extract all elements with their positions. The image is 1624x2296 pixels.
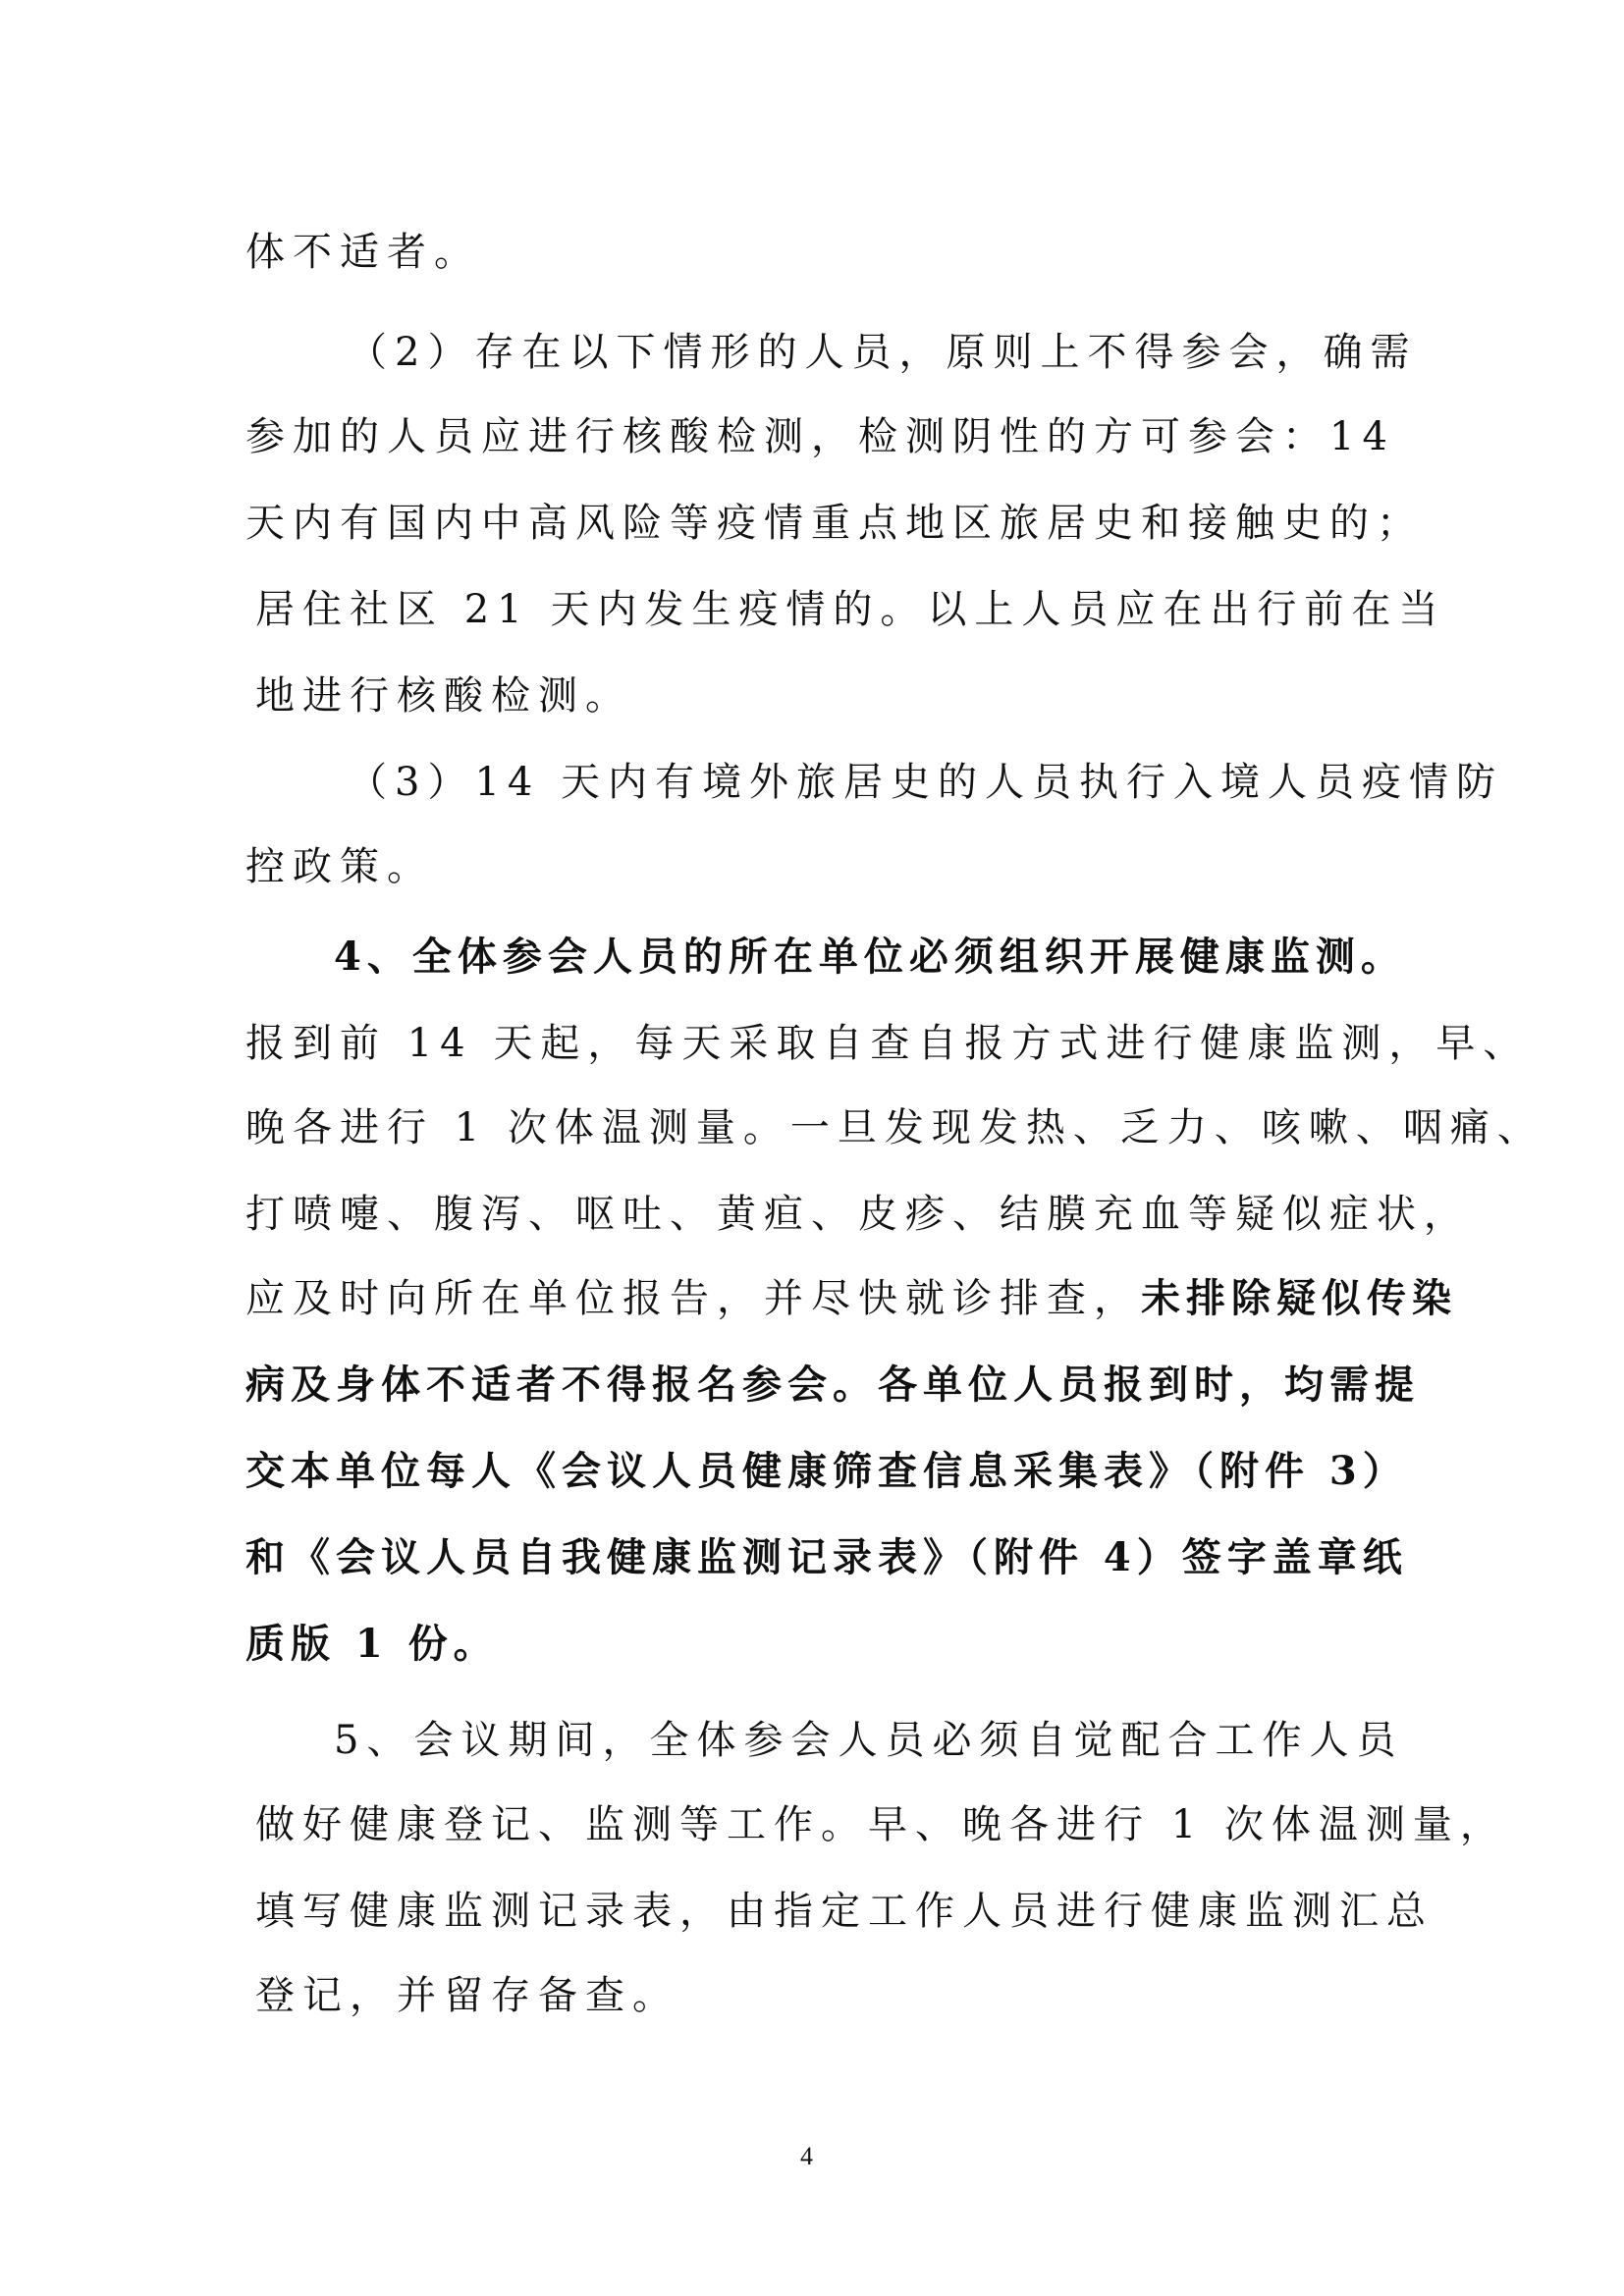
text-line: 做好健康登记、监测等工作。早、晚各进行 1 次体温测量， bbox=[255, 1802, 1507, 1847]
text-line: 5、会议期间，全体参会人员必须自觉配合工作人员 bbox=[334, 1718, 1404, 1763]
section-heading: 4、全体参会人员的所在单位必须组织开展健康监测。 bbox=[334, 934, 1406, 980]
text-line-bold: 交本单位每人《会议人员健康筛查信息采集表》（附件 3） bbox=[245, 1448, 1408, 1494]
text-line: 体不适者。 bbox=[245, 230, 481, 275]
text-line-bold: 病及身体不适者不得报名参会。各单位人员报到时，均需提 bbox=[245, 1362, 1420, 1408]
text-line: （2）存在以下情形的人员，原则上不得参会，确需 bbox=[348, 330, 1418, 375]
text-line: 打喷嚏、腹泻、呕吐、黄疸、皮疹、结膜充血等疑似症状， bbox=[245, 1192, 1471, 1237]
text-line: 登记，并留存备查。 bbox=[255, 1973, 679, 2018]
text-line-bold: 未排除疑似传染 bbox=[1141, 1275, 1457, 1321]
text-line-regular: 应及时向所在单位报告，并尽快就诊排查， bbox=[245, 1276, 1141, 1321]
text-line: 地进行核酸检测。 bbox=[255, 673, 632, 719]
page-number: 4 bbox=[800, 2142, 813, 2170]
text-line: 天内有国内中高风险等疫情重点地区旅居史和接触史的； bbox=[245, 501, 1424, 546]
text-line: 晚各进行 1 次体温测量。一旦发现发热、乏力、咳嗽、咽痛、 bbox=[245, 1105, 1544, 1150]
text-line: 控政策。 bbox=[245, 844, 434, 889]
text-line: 居住社区 21 天内发生疫情的。以上人员应在出行前在当 bbox=[255, 587, 1446, 632]
text-line: 参加的人员应进行核酸检测，检测阴性的方可参会：14 bbox=[245, 414, 1395, 459]
text-line-bold: 质版 1 份。 bbox=[245, 1621, 499, 1667]
text-line: （3）14 天内有境外旅居史的人员执行入境人员疫情防 bbox=[348, 760, 1504, 805]
text-line: 报到前 14 天起，每天采取自查自报方式进行健康监测，早、 bbox=[245, 1021, 1531, 1066]
text-line-bold: 和《会议人员自我健康监测记录表》（附件 4）签字盖章纸 bbox=[245, 1534, 1408, 1580]
text-line: 填写健康监测记录表，由指定工作人员进行健康监测汇总 bbox=[255, 1889, 1434, 1934]
text-line bbox=[245, 1274, 1457, 1323]
